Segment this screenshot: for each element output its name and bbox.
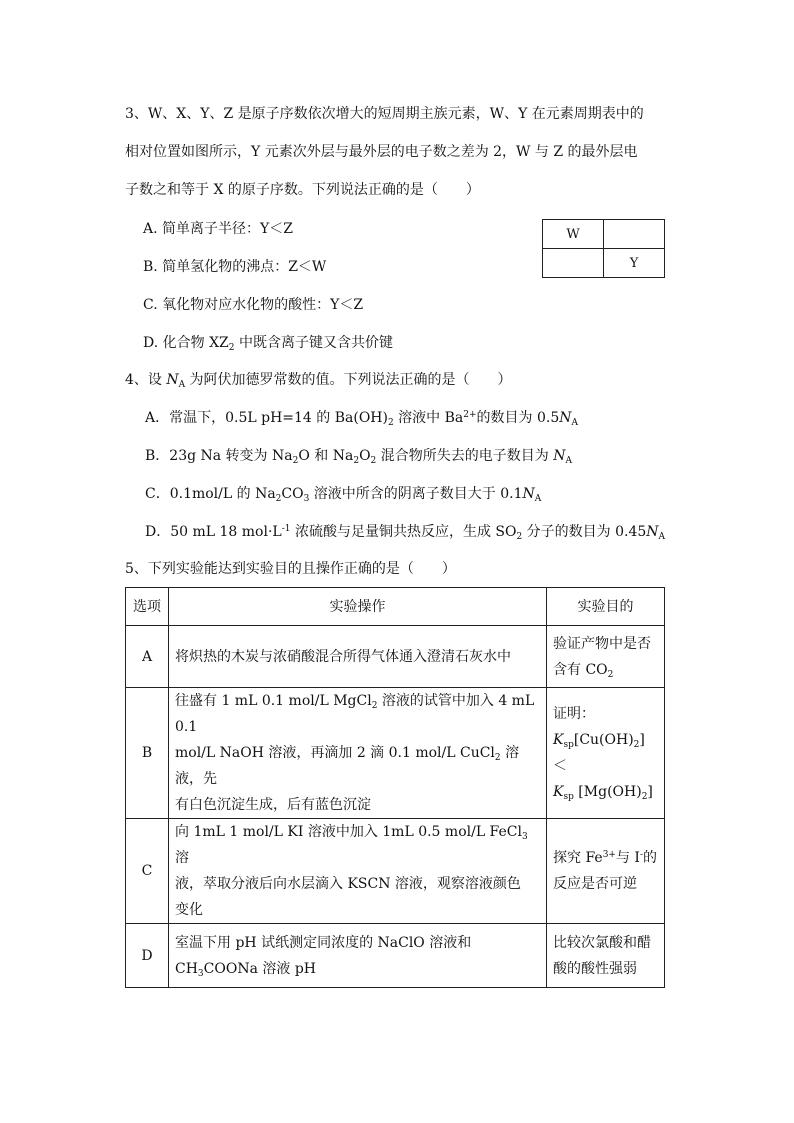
q5-stem: 5、下列实验能达到实验目的且操作正确的是（ ） — [125, 561, 456, 577]
q3-stem-line3: 子数之和等于 X 的原子序数。下列说法正确的是（ ） — [125, 182, 480, 198]
row-option-label: B — [126, 688, 169, 819]
row-operation: 向 1mL 1 mol/L KI 溶液中加入 1mL 0.5 mol/L FeCl$_3$ 溶 液，萃取分液后向水层滴入 KSCN 溶液，观察溶液颜色 变化 — [169, 819, 547, 924]
experiment-table — [125, 587, 665, 988]
q4-option-b: B．23g Na 转变为 $Na_2O$ 和 $Na_2O_2$ 混合物所失去的电子数目为 $N_A$ — [145, 448, 572, 466]
q3-stem-line2: 相对位置如图所示，Y 元素次外层与最外层的电子数之差为 2，W 与 Z 的最外层电 — [125, 144, 638, 160]
grid-cell-empty-1 — [604, 220, 665, 249]
row-goal: 探究 $Fe^{3+}$与 I-的 反应是否可逆 — [547, 819, 665, 924]
grid-cell-w: W — [543, 220, 604, 249]
row-option-label: D — [126, 924, 169, 988]
q3-option-d: D. 化合物 $XZ_2$ 中既含离子键又含共价键 — [143, 335, 393, 353]
grid-cell-empty-2 — [543, 249, 604, 278]
header-option: 选项 — [126, 588, 169, 626]
q4-stem: 4、设 $N_A$ 为阿伏加德罗常数的值。下列说法正确的是（ ） — [125, 372, 512, 390]
header-operation: 实验操作 — [169, 588, 547, 626]
row-option-label: C — [126, 819, 169, 924]
q4-option-d: D．50 mL 18 $mol\cdot L^{-1}$ 浓硫酸与足量铜共热反应，生成 $SO_2$ 分子的数目为 $0.45N_A$ — [145, 524, 666, 542]
grid-cell-y: Y — [604, 249, 665, 278]
q4-option-c: C．0.1mol/L 的 $Na_2CO_3$ 溶液中所含的阴离子数目大于 $0.1N_A$ — [145, 486, 542, 504]
row-operation: 往盛有 1 mL 0.1 mol/L MgCl$_2$ 溶液的试管中加入 4 mL 0.1 mol/L NaOH 溶液，再滴加 2 滴 0.1 mol/L CuCl$_2$ 溶液，先 有白色沉淀生成，后有蓝色沉淀 — [169, 688, 547, 819]
table-row — [126, 819, 665, 924]
row-goal: 比较次氯酸和醋 酸的酸性强弱 — [547, 924, 665, 988]
q4-option-a: A．常温下，0.5L pH=14 的 $Ba(OH)_2$ 溶液中 $Ba^{2+}$的数目为 $0.5N_A$ — [145, 410, 579, 428]
element-position-grid — [542, 219, 665, 278]
row-goal: 证明： $K_{sp}[Cu(OH)_2]<$ $K_{sp}$ $[Mg(OH)_2]$ — [547, 688, 665, 819]
table-row — [126, 924, 665, 988]
q3-stem-line1: 3、W、X、Y、Z 是原子序数依次增大的短周期主族元素，W、Y 在元素周期表中的 — [125, 106, 644, 122]
table-row — [126, 688, 665, 819]
table-row — [126, 626, 665, 688]
table-header-row — [126, 588, 665, 626]
q3-option-b: B. 简单氢化物的沸点：Z＜W — [143, 259, 327, 275]
row-operation: 将炽热的木炭与浓硝酸混合所得气体通入澄清石灰水中 — [169, 626, 547, 688]
header-goal: 实验目的 — [547, 588, 665, 626]
row-goal: 验证产物中是否 含有 $CO_2$ — [547, 626, 665, 688]
row-option-label: A — [126, 626, 169, 688]
q3-option-c: C. 氧化物对应水化物的酸性：Y＜Z — [143, 297, 364, 313]
q3-option-a: A. 简单离子半径：Y＜Z — [143, 221, 293, 237]
row-operation: 室温下用 pH 试纸测定同浓度的 NaClO 溶液和 $CH_3COONa$ 溶液 pH — [169, 924, 547, 988]
